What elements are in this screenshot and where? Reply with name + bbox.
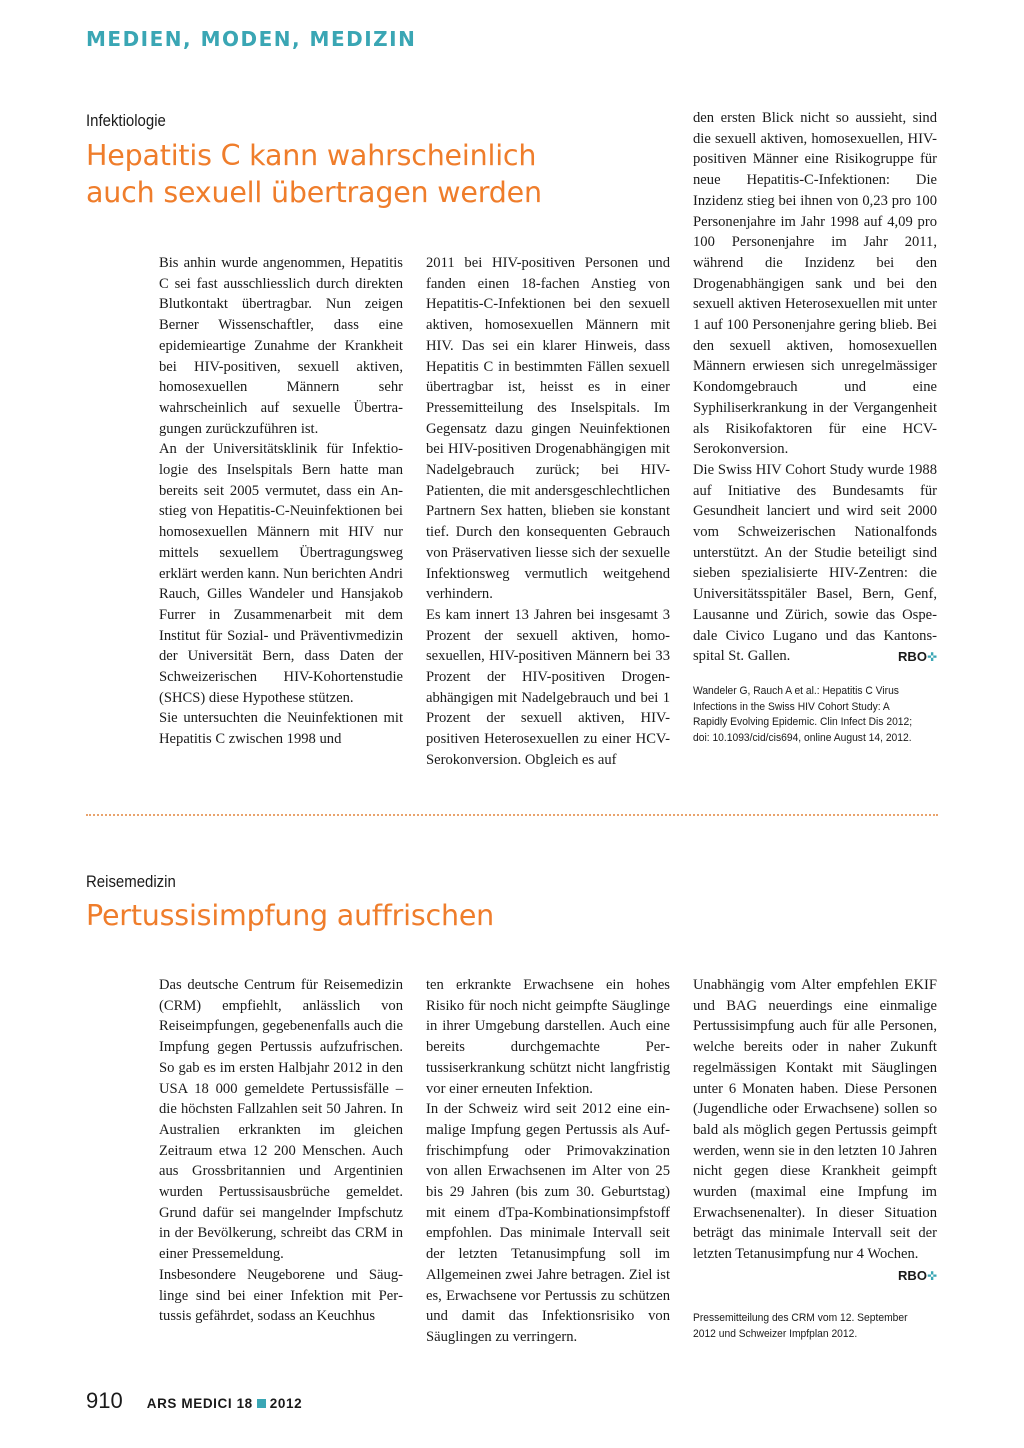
journal-name: ARS MEDICI 18 bbox=[146, 1396, 253, 1411]
signature-text: RBO bbox=[898, 649, 927, 665]
section-header: MEDIEN, MODEN, MEDIZIN bbox=[86, 27, 417, 51]
article2-headline: Pertussisimpfung auffrischen bbox=[86, 899, 495, 932]
article1-headline bbox=[86, 137, 542, 211]
paragraph-text: Unabhängig vom Alter empfehlen EKIF und BAG neuerdings eine einmalige Pertussisimpfung auch für alle Personen, welche bereits oder in naher Zukunft regelmässigen Kontakt mit Säuglingen unter 6 Monaten haben. Diese Personen (Jugendliche oder Erwachsene) sollen so bald als möglich gegen Pertussis geimpft werden, wenn sie in den letzten 10 Jahren nicht gegen diese Krankheit geimpft wurden (maximal eine Impfung im Erwachsenenalter). In dieser Situation beträgt das minimale Intervall seit der letzten Tetanusimpfung nur 4 Wochen. bbox=[693, 977, 937, 1263]
paragraph: Insbesondere Neugeborene und Säuglinge sind bei einer Infektion mit Pertussis gefährdet, sodass an Keuchhus bbox=[159, 1266, 403, 1325]
paragraph: 2011 bei HIV-positiven Personen und fanden einen 18-fachen Anstieg von Hepatitis-C-Infektionen bei den sexuell aktiven, homosexuellen Männern mit HIV. Das sei ein klarer Hinweis, dass Hepatitis C in bestimmten Fällen sexuell übertragbar ist, heisst es in einer Pressemitteilung des Inselspitals. Im Gegensatz dazu gingen Neuinfektionen bei HIV-positiven Drogenabhängigen mit Nadelgebrauch zurück; bei HIV-Patienten, die mit andersgeschlechtlichen Partnern Sex hatten, blieben sie konstant tief. Durch den konsequenten Gebrauch von Präservativen liesse sich der sexuelle Infektionsweg vermutlich weitgehend verhindern. bbox=[426, 255, 670, 603]
paragraph-text: Die Swiss HIV Cohort Study wurde 1988 auf Initiative des Bundesamts für Gesundheit lanciert und wird seit 2000 vom Schweizerischen Nationalfonds unterstützt. An der Studie beteiligt sind sieben spezialisierte HIV-Zentren: die Universitätsspitäler Basel, Bern, Genf, Lausanne und Zürich, sowie das Ospedale Civico Lugano und das Kantonsspital St. Gallen. bbox=[693, 461, 937, 665]
page-footer bbox=[86, 1388, 302, 1414]
paragraph: An der Universitätsklinik für Infektiologie des Inselspitals Bern hatte man bereits seit 2005 vermutet, dass ein Anstieg von Hepatitis-C-Neuinfektionen bei homosexuellen Männern mit HIV nur mittels sexuellem Übertragungsweg erklärt werden kann. Nun berichten Andri Rauch, Gilles Wandeler und Hansjakob Furrer in Zusammenarbeit mit dem Institut für Sozial- und Präventivmedizin der Universität Bern, dass Daten der Schweizerischen HIV-Kohortenstudie (SHCS) diese Hypothese stützen. bbox=[159, 441, 403, 706]
article1-headline-line2: auch sexuell übertragen werden bbox=[86, 176, 542, 209]
page-number: 910 bbox=[86, 1388, 123, 1413]
paragraph: Bis anhin wurde angenommen, Hepatitis C sei fast ausschliesslich durch direkten Blutkontakt übertragbar. Nun zeigen Berner Wissenschaftler, dass eine epidemieartige Zunahme der Krankheit bei HIV-positiven, sexuell aktiven, homosexuellen Männern sehr wahrscheinlich auf sexuelle Übertragungen zurückzuführen ist. bbox=[159, 255, 403, 437]
square-icon bbox=[257, 1399, 266, 1408]
article2-column-1 bbox=[159, 975, 403, 1327]
paragraph bbox=[693, 975, 937, 1283]
article1-kicker: Infektiologie bbox=[86, 111, 166, 130]
paragraph: Sie untersuchten die Neuinfektionen mit Hepatitis C zwischen 1998 und bbox=[159, 710, 403, 748]
cross-icon: ✜ bbox=[926, 650, 937, 665]
article1-column-1 bbox=[159, 253, 403, 750]
author-signature bbox=[898, 1266, 937, 1287]
author-signature bbox=[898, 647, 937, 668]
article2-column-2 bbox=[426, 975, 670, 1348]
article2-reference: Pressemitteilung des CRM vom 12. September 2012 und Schweizer Impfplan 2012. bbox=[693, 1312, 908, 1340]
article1-reference: Wandeler G, Rauch A et al.: Hepatitis C Virus Infections in the Swiss HIV Cohort Study: A Rapidly Evolving Epidemic. Clin Infect Dis 2012; doi: 10.1093/cid/cis694, online August 14, 2012. bbox=[693, 685, 913, 744]
section-divider bbox=[86, 814, 938, 816]
article1-column-2 bbox=[426, 253, 670, 771]
paragraph: Es kam innert 13 Jahren bei insgesamt 3 Prozent der sexuell aktiven, homosexuellen, HIV-positiven Männern bei 33 Prozent der HIV-positiven Drogenabhängigen mit Nadelgebrauch und bei 1 Prozent der sexuell aktiven, HIV-positiven Heterosexuellen zu einer HCV-Serokonversion. Obgleich es auf bbox=[426, 606, 670, 768]
journal-year: 2012 bbox=[269, 1396, 303, 1411]
article1-column-3 bbox=[693, 108, 937, 668]
paragraph bbox=[693, 460, 937, 667]
paragraph: Das deutsche Centrum für Reisemedizin (CRM) empfiehlt, anlässlich von Reiseimpfungen, gegebenenfalls auch die Impfung gegen Pertussis aufzufrischen. So gab es im ersten Halbjahr 2012 in den USA 18 000 gemeldete Pertussisfälle – die höchsten Fallzahlen seit 50 Jahren. In Australien erkrankten im gleichen Zeitraum etwa 12 200 Menschen. Auch aus Grossbritannien und Argentinien wurden Pertussisausbrüche gemeldet. Grund dafür sei mangelnder Impfschutz in der Bevölkerung, schreibt das CRM in einer Pressemeldung. bbox=[159, 977, 403, 1263]
article2-kicker: Reisemedizin bbox=[86, 872, 176, 891]
signature-text: RBO bbox=[898, 1267, 927, 1283]
cross-icon: ✜ bbox=[926, 1268, 937, 1283]
paragraph: ten erkrankte Erwachsene ein hohes Risiko für noch nicht geimpfte Säuglinge in ihrer Umgebung darstellen. Auch eine bereits durchgemachte Pertussiserkrankung schützt nicht langfristig vor einer erneuten Infektion. bbox=[426, 977, 670, 1097]
paragraph: den ersten Blick nicht so aussieht, sind die sexuell aktiven, homosexuellen, HIV-positiven Männer eine Risikogruppe für neue Hepatitis-C-Infektionen: Die Inzidenz stieg bei ihnen von 0,23 pro 100 Personenjahre im Jahr 1998 auf 4,09 pro 100 Personenjahre im Jahr 2011, während die Inzidenz bei den Drogenabhängigen sank und bei den sexuell aktiven Heterosexuellen mit unter 1 auf 100 Personenjahre gering blieb. Bei den sexuell aktiven, homosexuellen Männern erwiesen sich unregelmässiger Kondomgebrauch und eine Syphiliserkrankung in der Vergangenheit als Risikofaktoren für eine HCV-Serokonversion. bbox=[693, 110, 937, 458]
paragraph: In der Schweiz wird seit 2012 eine einmalige Impfung gegen Pertussis als Auffrischimpfung oder Primovakzination von allen Erwachsenen im Alter von 25 bis 29 Jahren (bis zum 30. Geburtstag) mit einem dTpa-Kombinationsimpfstoff empfohlen. Das minimale Intervall seit der letzten Tetanusimpfung soll im Allgemeinen zwei Jahre betragen. Ziel ist es, Erwachsene vor Pertussis zu schützen und damit das Infektionsrisiko von Säuglingen zu verringern. bbox=[426, 1101, 670, 1345]
article2-column-3 bbox=[693, 975, 937, 1287]
article1-headline-line1: Hepatitis C kann wahrscheinlich bbox=[86, 139, 537, 172]
